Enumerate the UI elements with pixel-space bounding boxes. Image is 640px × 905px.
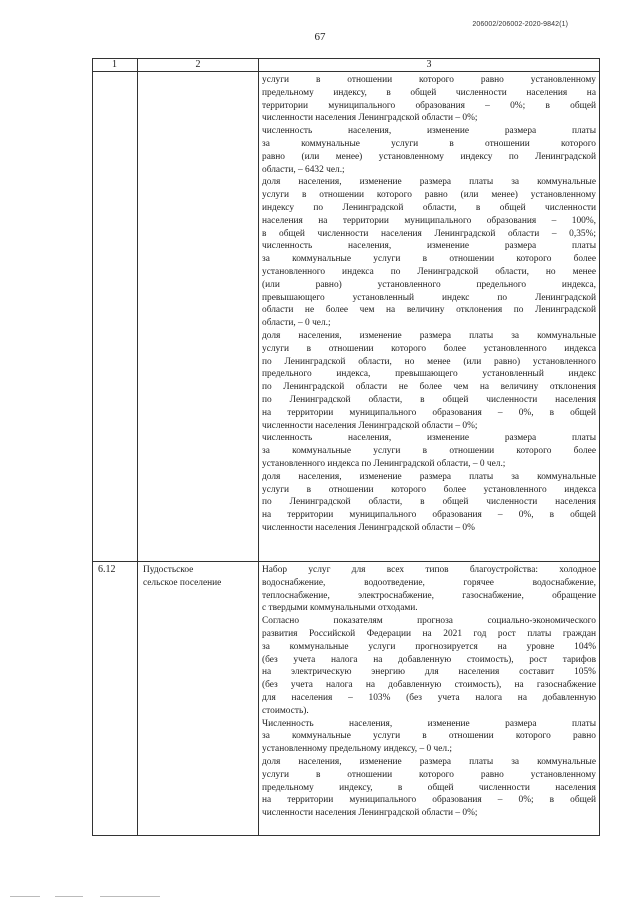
- data-table: [92, 58, 600, 836]
- table-border-bottom: [92, 835, 600, 836]
- page-footer-scan-mark: [0, 896, 640, 900]
- text-line: услуги в отношении которого равно установленному: [262, 769, 596, 780]
- header-row-divider: [92, 71, 600, 72]
- text-line: на территории муниципального образования – 0%; в общей: [262, 795, 596, 806]
- text-line: доля населения, изменение размера платы за коммунальные: [262, 471, 596, 482]
- text-line: равно (или менее) установленному индексу по Ленинградской: [262, 151, 596, 162]
- text-line: услуги в отношении которого более установленного индекса: [262, 484, 596, 495]
- text-line: населения на территории муниципального образования – 100%,: [262, 215, 596, 226]
- table-border-right: [599, 58, 600, 836]
- text-line: превышающего установленный индекс по Ленинградской: [262, 292, 596, 303]
- text-line: (без учета налога на добавленную стоимость), на газоснабжение: [262, 680, 596, 691]
- text-line: доля населения, изменение размера платы за коммунальные: [262, 330, 596, 341]
- text-line: по Ленинградской области, в общей численности населения: [262, 394, 596, 405]
- column-header-2: 2: [195, 59, 201, 70]
- text-line: предельному индексу, в общей численности населения: [262, 782, 596, 793]
- text-line: Согласно показателям прогноза социально-экономического: [262, 616, 596, 627]
- column-header-3: 3: [426, 59, 432, 70]
- text-line: области, – 0 чел.;: [262, 318, 331, 329]
- text-line: по Ленинградской области, но менее (или равно) установленного: [262, 356, 596, 367]
- text-line: теплоснабжение, электроснабжение, газоснабжение, обращение: [262, 590, 596, 601]
- settlement-name-line-2: сельское поселение: [143, 577, 222, 588]
- text-line: услуги в отношении которого равно (или менее) установленному: [262, 190, 596, 201]
- text-line: доля населения, изменение размера платы за коммунальные: [262, 756, 596, 767]
- text-line: предельному индексу, в общей численности населения на: [262, 87, 596, 98]
- text-line: индексу по Ленинградской области, в общей численности: [262, 202, 596, 213]
- text-line: в общей численности населения Ленинградской области – 0,35%;: [262, 228, 596, 239]
- text-line: территории муниципального образования – 0%; в общей: [262, 100, 596, 111]
- text-line: водоснабжение, водоотведение, горячее водоснабжение,: [262, 577, 596, 588]
- text-line: (или равно) установленного предельного индекса,: [262, 279, 596, 290]
- text-line: численность населения, изменение размера платы: [262, 241, 596, 252]
- row-number: 6.12: [98, 564, 116, 575]
- text-line: численности населения Ленинградской области – 0%: [262, 522, 475, 533]
- text-line: предельного индекса, превышающего установленный индекс: [262, 369, 596, 380]
- text-line: установленному предельному индексу, – 0 чел.;: [262, 744, 453, 755]
- text-line: услуги в отношении которого равно установленному: [262, 75, 596, 85]
- text-line: стоимость).: [262, 705, 309, 716]
- text-line: услуги в отношении которого более установленного индекса: [262, 343, 596, 354]
- text-line: численности населения Ленинградской области – 0%;: [262, 420, 478, 431]
- settlement-name-line-1: Пудостьское: [143, 565, 194, 575]
- page-number: 67: [314, 31, 326, 43]
- text-line: развития Российской Федерации на 2021 год рост платы граждан: [262, 628, 596, 639]
- text-line: (без учета налога на добавленную стоимость), рост тарифов: [262, 654, 596, 665]
- text-line: на территории муниципального образования – 0%, в общей: [262, 510, 596, 521]
- text-line: с твердыми коммунальными отходами.: [262, 603, 418, 614]
- row-divider: [92, 561, 600, 562]
- text-line: за коммунальные услуги в отношении которого: [262, 138, 596, 149]
- text-line: установленного индекса по Ленинградской области, – 0 чел.;: [262, 458, 506, 469]
- column-divider-2: [258, 58, 259, 836]
- document-code: 206002/206002-2020-9842(1): [472, 21, 568, 28]
- text-line: численность населения, изменение размера платы: [262, 433, 596, 444]
- text-line: численности населения Ленинградской области – 0%;: [262, 808, 478, 819]
- text-line: за коммунальные услуги в отношении которого более: [262, 254, 596, 265]
- text-line: доля населения, изменение размера платы за коммунальные: [262, 177, 596, 188]
- table-border-left: [92, 58, 93, 836]
- row-continuation-text: [262, 74, 596, 535]
- text-line: области, – 6432 чел.;: [262, 164, 345, 175]
- settlement-description-text: [262, 564, 596, 820]
- text-line: Численность населения, изменение размера платы: [262, 718, 596, 729]
- text-line: за коммунальные услуги в отношении которого равно: [262, 731, 596, 742]
- text-line: на электрическую энергию для населения составит 105%: [262, 667, 596, 678]
- text-line: по Ленинградской области, в общей численности населения: [262, 497, 596, 508]
- text-line: Набор услуг для всех типов благоустройства: холодное: [262, 565, 596, 575]
- settlement-name: [143, 564, 255, 590]
- text-line: за коммунальные услуги в отношении которого более: [262, 446, 596, 457]
- text-line: на территории муниципального образования – 0%, в общей: [262, 407, 596, 418]
- text-line: области не более чем на величину отклонения по Ленинградской: [262, 305, 596, 316]
- text-line: численности населения Ленинградской области – 0%;: [262, 113, 478, 124]
- text-line: установленного индекса по Ленинградской области, но менее: [262, 266, 596, 277]
- text-line: численность населения, изменение размера платы: [262, 126, 596, 137]
- column-header-1: 1: [112, 59, 117, 70]
- text-line: за коммунальные услуги прогнозируется на уровне 104%: [262, 641, 596, 652]
- text-line: по Ленинградской области не более чем на величину отклонения: [262, 382, 596, 393]
- text-line: для населения – 103% (без учета налога на добавленную: [262, 692, 596, 703]
- column-divider-1: [137, 58, 138, 836]
